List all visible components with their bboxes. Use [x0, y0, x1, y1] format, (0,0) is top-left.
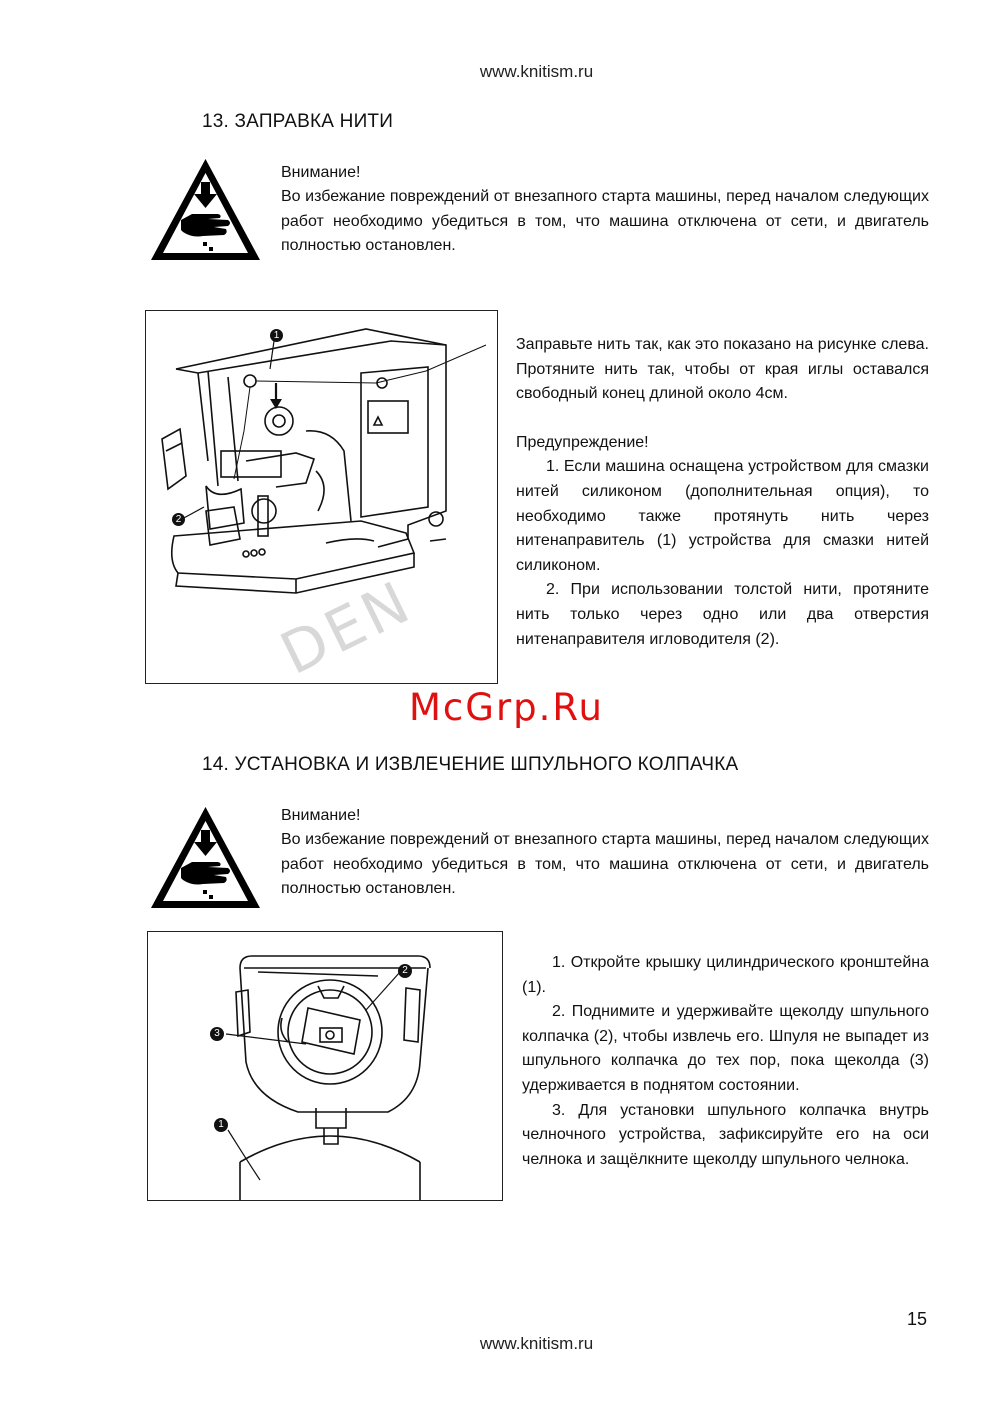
warning-title: Внимание! — [281, 164, 361, 181]
bobbin-case-diagram — [147, 931, 503, 1201]
hand-crush-warning-icon — [148, 804, 263, 912]
footer-site-url: www.knitism.ru — [479, 1334, 594, 1353]
threading-paragraph: Заправьте нить так, как это показано на рисунке слева. Протяните нить так, чтобы от края иглы оставался свободный конец длиной около 4см. — [516, 336, 929, 403]
callout-2: 2 — [172, 513, 185, 526]
bobbin-step-3: 3. Для установки шпульного колпачка внутрь челночного устройства, зафиксируйте его на оси челнока и защёлкните щеколду шпульного челнока. — [522, 1101, 929, 1168]
callout-1: 1 — [270, 329, 283, 342]
callout-2: 2 — [398, 964, 412, 978]
warning-text: Во избежание повреждений от внезапного старта машины, перед началом следующих работ необходимо убедиться в том, что машина отключена от сети, и двигатель полностью остановлен. — [281, 188, 929, 254]
hand-crush-warning-icon — [148, 156, 263, 264]
watermark-brand: McGrp.Ru — [409, 686, 604, 729]
section-14-title: 14. УСТАНОВКА И ИЗВЛЕЧЕНИЕ ШПУЛЬНОГО КОЛПАЧКА — [202, 754, 739, 775]
callout-1: 1 — [214, 1118, 228, 1132]
bobbin-step-1: 1. Откройте крышку цилиндрического кронштейна (1). — [522, 954, 929, 996]
warning-text: Во избежание повреждений от внезапного старта машины, перед началом следующих работ необходимо убедиться в том, что машина отключена от сети, и двигатель полностью остановлен. — [281, 831, 929, 897]
callout-3: 3 — [210, 1027, 224, 1041]
bobbin-step-2: 2. Поднимите и удерживайте щеколду шпульного колпачка (2), чтобы извлечь его. Шпуля не выпадет из шпульного колпачка до тех пор, пока щеколда (3) удерживается в поднятом состоянии. — [522, 1003, 929, 1094]
header-site-url: www.knitism.ru — [479, 62, 594, 81]
threading-instructions — [516, 333, 929, 652]
bobbin-instructions — [522, 951, 929, 1172]
caution-title: Предупреждение! — [516, 433, 649, 451]
page-number: 15 — [907, 1309, 928, 1329]
warning-title: Внимание! — [281, 807, 361, 824]
caution-item-2: 2. При использовании толстой нити, протяните нить только через одно или два отверстия нитенаправителя игловодителя (2). — [516, 581, 929, 648]
section-13-title: 13. ЗАПРАВКА НИТИ — [202, 111, 394, 132]
caution-item-1: 1. Если машина оснащена устройством для смазки нитей силиконом (дополнительная опция), то необходимо также протянуть нить через нитенаправитель (1) устройства для смазки нитей силиконом. — [516, 458, 929, 574]
watermark-faint: DEN — [270, 566, 423, 688]
